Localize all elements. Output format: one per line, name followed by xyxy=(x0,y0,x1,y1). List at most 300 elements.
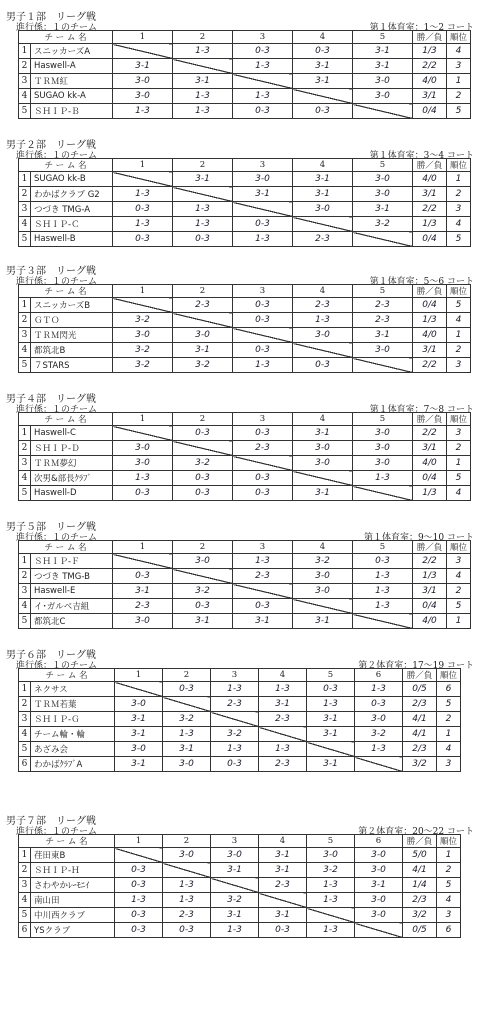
match-score: 0-3 xyxy=(113,569,173,584)
match-score: 2-3 xyxy=(259,878,307,893)
team-number: 1 xyxy=(19,298,31,313)
win-loss-record: 2/3 xyxy=(403,742,437,757)
match-score: 0-3 xyxy=(233,343,293,358)
match-score: 0-3 xyxy=(163,923,211,938)
match-score: 3-0 xyxy=(307,848,355,863)
match-score: 0-3 xyxy=(115,878,163,893)
table-row xyxy=(19,584,471,599)
table-row xyxy=(19,313,471,328)
match-score: 3-2 xyxy=(173,456,233,471)
team-number: 2 xyxy=(19,697,31,712)
win-loss-record: 1/3 xyxy=(413,486,447,501)
header-row xyxy=(19,413,471,426)
win-loss-record: 2/2 xyxy=(413,554,447,569)
team-name: ＳＨＩＰ-Ｂ xyxy=(31,104,113,119)
opponent-number-header: 1 xyxy=(113,413,173,426)
team-name: ＴＲＭ閃光 xyxy=(31,328,113,343)
match-score: 3-2 xyxy=(211,727,259,742)
match-score: 3-1 xyxy=(293,426,353,441)
self-match-diagonal xyxy=(173,441,233,456)
table-row xyxy=(19,712,461,727)
self-match-diagonal xyxy=(353,232,413,247)
match-score: 3-0 xyxy=(113,89,173,104)
match-score: 2-3 xyxy=(293,232,353,247)
match-score: 0-3 xyxy=(307,682,355,697)
win-loss-record: 2/3 xyxy=(403,697,437,712)
division-title: 男子７部 リーグ戦 xyxy=(6,816,96,827)
self-match-diagonal xyxy=(293,89,353,104)
match-score: 3-0 xyxy=(355,863,403,878)
table-row xyxy=(19,89,471,104)
table-row xyxy=(19,486,471,501)
self-match-diagonal xyxy=(173,187,233,202)
team-number: 4 xyxy=(19,217,31,232)
match-score: 3-1 xyxy=(211,908,259,923)
self-match-diagonal xyxy=(355,923,403,938)
team-number: 3 xyxy=(19,74,31,89)
match-score: 3-0 xyxy=(293,456,353,471)
rank-value: 3 xyxy=(447,358,471,373)
match-score: 3-2 xyxy=(113,313,173,328)
opponent-number-header: 4 xyxy=(293,31,353,44)
match-score: 3-0 xyxy=(293,584,353,599)
team-number: 4 xyxy=(19,89,31,104)
match-score: 3-1 xyxy=(259,697,307,712)
win-loss-record: 3/1 xyxy=(413,89,447,104)
rank-header: 順位 xyxy=(447,541,471,554)
rank-value: 1 xyxy=(447,74,471,89)
team-number: 5 xyxy=(19,486,31,501)
match-score: 0-3 xyxy=(163,682,211,697)
match-score: 2-3 xyxy=(211,697,259,712)
table-row xyxy=(19,923,461,938)
team-name: Haswell-A xyxy=(31,59,113,74)
match-score: 3-1 xyxy=(293,187,353,202)
opponent-number-header: 1 xyxy=(113,159,173,172)
progress-note: 進行係：１のチーム xyxy=(16,151,98,161)
match-score: 3-0 xyxy=(353,426,413,441)
rank-value: 3 xyxy=(447,59,471,74)
team-name: ネクサス xyxy=(31,682,115,697)
match-score: 1-3 xyxy=(173,202,233,217)
team-name: 都筑北B xyxy=(31,343,113,358)
opponent-number-header: 4 xyxy=(293,159,353,172)
match-score: 3-1 xyxy=(293,614,353,629)
division-title: 男子３部 リーグ戦 xyxy=(6,266,96,277)
rank-value: 2 xyxy=(447,89,471,104)
opponent-number-header: 6 xyxy=(355,835,403,848)
match-score: 3-2 xyxy=(353,217,413,232)
league-table xyxy=(18,540,471,629)
team-name-header: チ ー ム 名 xyxy=(19,413,113,426)
match-score: 1-3 xyxy=(113,187,173,202)
win-loss-record: 0/4 xyxy=(413,599,447,614)
self-match-diagonal xyxy=(355,757,403,772)
match-score: 3-0 xyxy=(163,757,211,772)
team-name: ＳＨＩＰ-Ｄ xyxy=(31,441,113,456)
rank-value: 1 xyxy=(447,456,471,471)
match-score: 2-3 xyxy=(353,298,413,313)
match-score: 1-3 xyxy=(173,104,233,119)
rank-header: 順位 xyxy=(447,159,471,172)
league-table xyxy=(18,834,461,938)
match-score: 0-3 xyxy=(233,217,293,232)
team-number: 1 xyxy=(19,554,31,569)
team-name: ＳＨＩＰ-Ｃ xyxy=(31,217,113,232)
match-score: 0-3 xyxy=(233,471,293,486)
header-row xyxy=(19,31,471,44)
team-name: あざみ会 xyxy=(31,742,115,757)
self-match-diagonal xyxy=(307,908,355,923)
self-match-diagonal xyxy=(307,742,355,757)
match-score: 0-3 xyxy=(355,697,403,712)
opponent-number-header: 3 xyxy=(233,541,293,554)
rank-value: 6 xyxy=(437,923,461,938)
venue-court: 第１体育室：1〜2 コート xyxy=(369,23,474,33)
opponent-number-header: 3 xyxy=(233,159,293,172)
team-name: ＳＨＩＰ-Ｇ xyxy=(31,712,115,727)
progress-note: 進行係：１のチーム xyxy=(16,533,98,543)
self-match-diagonal xyxy=(353,614,413,629)
team-name: Haswell-E xyxy=(31,584,113,599)
progress-note: 進行係：１のチーム xyxy=(16,23,98,33)
match-score: 0-3 xyxy=(233,104,293,119)
match-score: 0-3 xyxy=(293,44,353,59)
self-match-diagonal xyxy=(113,426,173,441)
match-score: 0-3 xyxy=(173,599,233,614)
match-score: 0-3 xyxy=(293,104,353,119)
table-row xyxy=(19,217,471,232)
team-name: Haswell-D xyxy=(31,486,113,501)
team-name-header: チ ー ム 名 xyxy=(19,835,115,848)
division-title: 男子６部 リーグ戦 xyxy=(6,650,96,661)
win-loss-record: 1/3 xyxy=(413,569,447,584)
match-score: 1-3 xyxy=(233,59,293,74)
match-score: 3-1 xyxy=(173,172,233,187)
division-title: 男子１部 リーグ戦 xyxy=(6,12,96,23)
self-match-diagonal xyxy=(293,343,353,358)
rank-value: 5 xyxy=(447,104,471,119)
win-loss-record: 1/3 xyxy=(413,313,447,328)
win-loss-record: 5/0 xyxy=(403,848,437,863)
self-match-diagonal xyxy=(233,328,293,343)
match-score: 1-3 xyxy=(307,697,355,712)
table-row xyxy=(19,893,461,908)
league-table xyxy=(18,158,471,247)
match-score: 0-3 xyxy=(233,426,293,441)
match-score: 0-3 xyxy=(211,757,259,772)
match-score: 2-3 xyxy=(163,908,211,923)
match-score: 3-0 xyxy=(353,74,413,89)
venue-court: 第２体育室：20〜22 コート xyxy=(358,827,474,837)
self-match-diagonal xyxy=(173,59,233,74)
match-score: 0-3 xyxy=(115,923,163,938)
team-name: イ･ガルベ吉組 xyxy=(31,599,113,614)
match-score: 3-0 xyxy=(353,172,413,187)
match-score: 1-3 xyxy=(113,471,173,486)
team-number: 1 xyxy=(19,44,31,59)
rank-value: 5 xyxy=(447,232,471,247)
match-score: 3-2 xyxy=(173,584,233,599)
opponent-number-header: 1 xyxy=(113,541,173,554)
match-score: 0-3 xyxy=(115,863,163,878)
match-score: 1-3 xyxy=(259,742,307,757)
match-score: 3-0 xyxy=(115,742,163,757)
match-score: 3-2 xyxy=(307,863,355,878)
venue-court: 第２体育室：17〜19 コート xyxy=(358,661,474,671)
rank-value: 3 xyxy=(447,426,471,441)
team-number: 4 xyxy=(19,343,31,358)
match-score: 3-2 xyxy=(113,343,173,358)
team-name: つづき TMG-A xyxy=(31,202,113,217)
rank-value: 4 xyxy=(437,742,461,757)
team-name: スニッカーズA xyxy=(31,44,113,59)
match-score: 1-3 xyxy=(259,682,307,697)
match-score: 2-3 xyxy=(173,298,233,313)
table-row xyxy=(19,328,471,343)
match-score: 3-0 xyxy=(113,74,173,89)
self-match-diagonal xyxy=(113,44,173,59)
table-row xyxy=(19,863,461,878)
match-score: 3-1 xyxy=(353,328,413,343)
match-score: 0-3 xyxy=(173,471,233,486)
team-name: ＴＲＭ夢幻 xyxy=(31,456,113,471)
team-number: 5 xyxy=(19,232,31,247)
team-number: 2 xyxy=(19,313,31,328)
win-loss-record: 0/5 xyxy=(403,923,437,938)
match-score: 3-0 xyxy=(113,614,173,629)
team-number: 2 xyxy=(19,569,31,584)
opponent-number-header: 3 xyxy=(233,31,293,44)
team-name: ＴＲＭ若葉 xyxy=(31,697,115,712)
match-score: 1-3 xyxy=(307,923,355,938)
team-name: SUGAO kk-B xyxy=(31,172,113,187)
match-score: 3-0 xyxy=(293,569,353,584)
team-number: 5 xyxy=(19,104,31,119)
match-score: 3-2 xyxy=(113,358,173,373)
win-loss-record: 3/2 xyxy=(403,757,437,772)
rank-header: 順位 xyxy=(447,31,471,44)
self-match-diagonal xyxy=(293,599,353,614)
team-number: 4 xyxy=(19,471,31,486)
venue-court: 第１体育室：9〜10 コート xyxy=(363,533,474,543)
team-name: ＧＴＯ xyxy=(31,313,113,328)
header-row xyxy=(19,669,461,682)
division-title: 男子４部 リーグ戦 xyxy=(6,394,96,405)
match-score: 3-1 xyxy=(353,59,413,74)
rank-value: 2 xyxy=(437,863,461,878)
win-loss-header: 勝／負 xyxy=(403,835,437,848)
table-row xyxy=(19,44,471,59)
match-score: 3-2 xyxy=(163,712,211,727)
match-score: 1-3 xyxy=(115,893,163,908)
table-row xyxy=(19,202,471,217)
match-score: 3-1 xyxy=(259,908,307,923)
team-name-header: チ ー ム 名 xyxy=(19,669,115,682)
table-row xyxy=(19,757,461,772)
team-number: 4 xyxy=(19,599,31,614)
rank-value: 1 xyxy=(447,614,471,629)
match-score: 0-3 xyxy=(233,44,293,59)
match-score: 1-3 xyxy=(293,313,353,328)
match-score: 3-0 xyxy=(353,89,413,104)
team-name-header: チ ー ム 名 xyxy=(19,31,113,44)
team-name: チーム輪・輪 xyxy=(31,727,115,742)
match-score: 1-3 xyxy=(307,893,355,908)
match-score: 3-1 xyxy=(115,727,163,742)
team-number: 1 xyxy=(19,172,31,187)
match-score: 3-1 xyxy=(233,187,293,202)
self-match-diagonal xyxy=(113,554,173,569)
team-name: SUGAO kk-A xyxy=(31,89,113,104)
rank-value: 5 xyxy=(447,298,471,313)
win-loss-record: 0/4 xyxy=(413,104,447,119)
table-row xyxy=(19,74,471,89)
team-number: 4 xyxy=(19,893,31,908)
win-loss-record: 3/1 xyxy=(413,584,447,599)
win-loss-record: 2/2 xyxy=(413,358,447,373)
table-row xyxy=(19,172,471,187)
match-score: 1-3 xyxy=(173,217,233,232)
self-match-diagonal xyxy=(211,878,259,893)
self-match-diagonal xyxy=(113,172,173,187)
self-match-diagonal xyxy=(353,358,413,373)
rank-value: 5 xyxy=(447,599,471,614)
league-table xyxy=(18,668,461,772)
win-loss-record: 3/1 xyxy=(413,187,447,202)
table-row xyxy=(19,232,471,247)
opponent-number-header: 5 xyxy=(307,835,355,848)
match-score: 0-3 xyxy=(113,486,173,501)
win-loss-record: 3/1 xyxy=(413,343,447,358)
league-table xyxy=(18,284,471,373)
table-row xyxy=(19,727,461,742)
rank-value: 3 xyxy=(447,554,471,569)
match-score: 1-3 xyxy=(353,584,413,599)
table-row xyxy=(19,682,461,697)
team-name: ＴＲＭ紅 xyxy=(31,74,113,89)
table-row xyxy=(19,554,471,569)
team-number: 2 xyxy=(19,441,31,456)
match-score: 3-1 xyxy=(113,584,173,599)
rank-value: 3 xyxy=(447,202,471,217)
table-row xyxy=(19,599,471,614)
match-score: 3-0 xyxy=(115,697,163,712)
match-score: 3-0 xyxy=(173,554,233,569)
self-match-diagonal xyxy=(173,313,233,328)
opponent-number-header: 5 xyxy=(353,541,413,554)
opponent-number-header: 4 xyxy=(293,285,353,298)
win-loss-record: 0/4 xyxy=(413,298,447,313)
opponent-number-header: 6 xyxy=(355,669,403,682)
match-score: 3-0 xyxy=(293,441,353,456)
opponent-number-header: 4 xyxy=(259,669,307,682)
match-score: 2-3 xyxy=(233,569,293,584)
division-title: 男子２部 リーグ戦 xyxy=(6,140,96,151)
opponent-number-header: 4 xyxy=(293,413,353,426)
table-row xyxy=(19,848,461,863)
opponent-number-header: 2 xyxy=(173,159,233,172)
team-number: 3 xyxy=(19,712,31,727)
match-score: 3-0 xyxy=(353,343,413,358)
team-number: 5 xyxy=(19,908,31,923)
match-score: 3-0 xyxy=(355,893,403,908)
team-number: 5 xyxy=(19,742,31,757)
opponent-number-header: 2 xyxy=(173,285,233,298)
rank-value: 2 xyxy=(437,712,461,727)
header-row xyxy=(19,159,471,172)
rank-value: 4 xyxy=(447,44,471,59)
rank-value: 4 xyxy=(447,313,471,328)
venue-court: 第１体育室：3〜4 コート xyxy=(369,151,474,161)
match-score: 2-3 xyxy=(293,298,353,313)
match-score: 3-0 xyxy=(211,848,259,863)
match-score: 0-3 xyxy=(113,232,173,247)
match-score: 1-3 xyxy=(307,878,355,893)
opponent-number-header: 2 xyxy=(173,31,233,44)
match-score: 3-1 xyxy=(353,44,413,59)
self-match-diagonal xyxy=(233,202,293,217)
team-name: 南山田 xyxy=(31,893,115,908)
win-loss-record: 2/2 xyxy=(413,426,447,441)
match-score: 3-2 xyxy=(173,358,233,373)
win-loss-record: 2/3 xyxy=(403,893,437,908)
self-match-diagonal xyxy=(293,217,353,232)
league-table xyxy=(18,412,471,501)
opponent-number-header: 2 xyxy=(173,541,233,554)
self-match-diagonal xyxy=(173,569,233,584)
team-number: 3 xyxy=(19,584,31,599)
win-loss-record: 4/0 xyxy=(413,74,447,89)
match-score: 3-1 xyxy=(173,74,233,89)
team-name: スニッカーズB xyxy=(31,298,113,313)
team-number: 2 xyxy=(19,187,31,202)
match-score: 1-3 xyxy=(173,89,233,104)
match-score: 2-3 xyxy=(259,757,307,772)
match-score: 2-3 xyxy=(259,712,307,727)
team-name: わかばｸﾗﾌﾞA xyxy=(31,757,115,772)
rank-value: 5 xyxy=(437,697,461,712)
match-score: 1-3 xyxy=(353,599,413,614)
match-score: 1-3 xyxy=(233,358,293,373)
team-number: 1 xyxy=(19,682,31,697)
match-score: 3-0 xyxy=(353,187,413,202)
team-number: 2 xyxy=(19,863,31,878)
rank-header: 順位 xyxy=(447,413,471,426)
match-score: 2-3 xyxy=(353,313,413,328)
team-number: 1 xyxy=(19,426,31,441)
match-score: 3-2 xyxy=(355,727,403,742)
opponent-number-header: 3 xyxy=(233,413,293,426)
rank-value: 3 xyxy=(437,757,461,772)
self-match-diagonal xyxy=(115,848,163,863)
match-score: 3-0 xyxy=(293,202,353,217)
match-score: 0-3 xyxy=(113,202,173,217)
opponent-number-header: 1 xyxy=(113,31,173,44)
win-loss-record: 4/0 xyxy=(413,614,447,629)
win-loss-header: 勝／負 xyxy=(413,31,447,44)
match-score: 1-3 xyxy=(233,89,293,104)
match-score: 0-3 xyxy=(233,298,293,313)
league-table xyxy=(18,30,471,119)
match-score: 3-2 xyxy=(211,893,259,908)
team-name: 次男&部長ｸﾗﾌﾞ xyxy=(31,471,113,486)
match-score: 3-1 xyxy=(355,878,403,893)
opponent-number-header: 1 xyxy=(115,835,163,848)
rank-value: 1 xyxy=(437,848,461,863)
win-loss-record: 4/0 xyxy=(413,172,447,187)
team-name-header: チ ー ム 名 xyxy=(19,285,113,298)
